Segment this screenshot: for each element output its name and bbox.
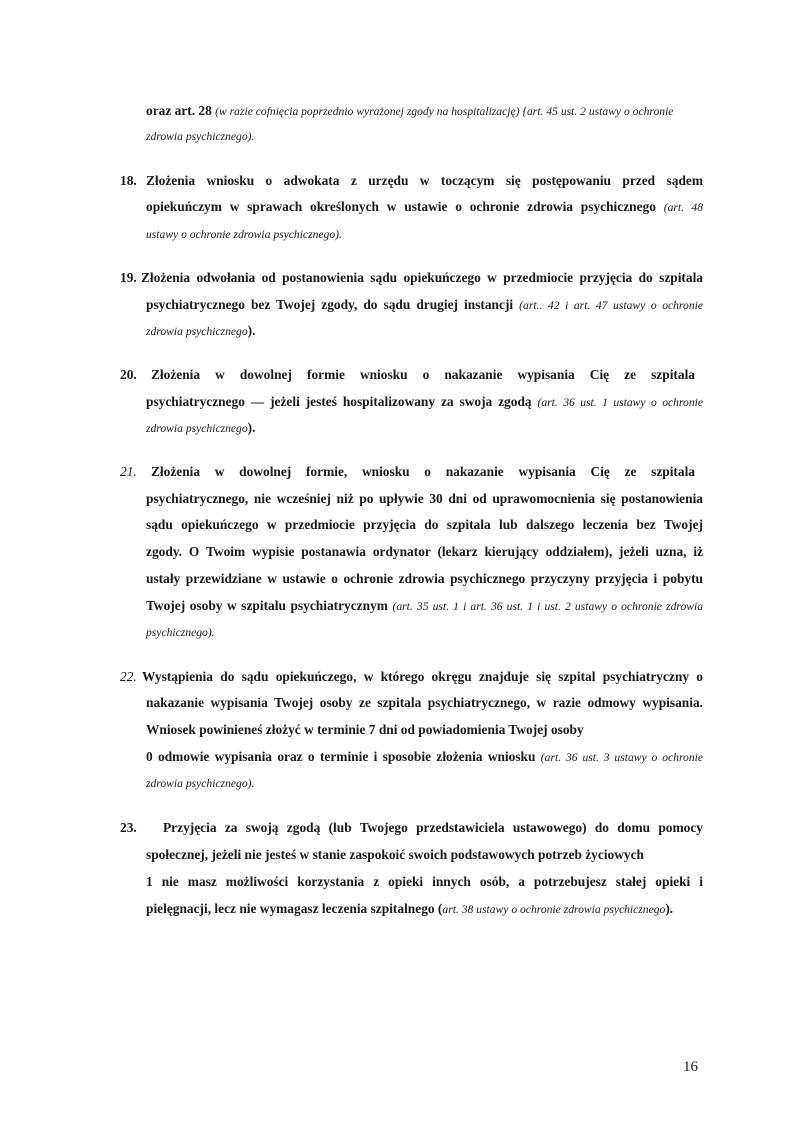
item-22-line-3: Wniosek powinieneś złożyć w terminie 7 dni od powiadomienia Twojej osoby [146, 722, 584, 737]
item-18-citation: (art. 48 [663, 201, 703, 214]
item-21-citation: (art. 35 ust. 1 i art. 36 ust. 1 i ust. 2 ustawy o ochronie zdrowia [392, 600, 703, 613]
item-19-citation: (art.. 42 i art. 47 ustawy o ochronie [519, 299, 703, 312]
item-20-closing: ). [247, 420, 256, 435]
item-21-number: 21. [120, 464, 137, 479]
item-22-number: 22. [120, 669, 137, 684]
item-22-line-4 [146, 748, 703, 767]
item-17-continuation-line-2 [146, 127, 254, 146]
item-22-citation: (art. 36 ust. 3 ustawy o ochronie [540, 751, 703, 764]
item-19-citation-end: zdrowia psychicznego [146, 325, 248, 338]
item-20-line-1: Złożenia w dowolnej formie wniosku o nakazanie wypisania Cię ze szpitala [151, 367, 695, 382]
item-18-number: 18. [120, 173, 137, 188]
item-23-text: pielęgnacji, lecz nie wymagasz leczenia szpitalnego ( [146, 901, 443, 916]
item-23-line-4 [146, 900, 673, 919]
item-18-line-3 [146, 225, 342, 244]
item-21-line-3: sądu opiekuńczego w przedmiocie przyjęcia do szpitala lub dalszego leczenia bez Twojej [146, 517, 703, 532]
item-17-continuation-line-1 [146, 102, 673, 121]
item-19-line-3 [146, 322, 255, 341]
item-20-line-2 [146, 393, 703, 412]
item-23-line-1: Przyjęcia za swoją zgodą (lub Twojego przedstawiciela ustawowego) do domu pomocy [163, 820, 703, 835]
item-19-text: psychiatrycznego bez Twojej zgody, do sądu drugiej instancji [146, 297, 520, 312]
item-17-text: oraz art. 28 [146, 103, 216, 118]
item-19-line-1: Złożenia odwołania od postanowienia sądu opiekuńczego w przedmiocie przyjęcia do szpitala [141, 270, 703, 285]
item-19-number: 19. [120, 270, 137, 285]
item-22-line-1: Wystąpienia do sądu opiekuńczego, w którego okręgu znajduje się szpital psychiatryczny o [142, 669, 703, 684]
item-22-citation-end: zdrowia psychicznego). [146, 777, 255, 790]
item-18-citation-end: ustawy o ochronie zdrowia psychicznego). [146, 228, 342, 241]
item-23-line-3: 1 nie masz możliwości korzystania z opieki innych osób, a potrzebujesz stałej opieki i [146, 874, 703, 889]
item-23-citation: art. 38 ustawy o ochronie zdrowia psychicznego [442, 903, 666, 916]
item-20-text: psychiatrycznego — jeżeli jesteś hospitalizowany za swoja zgodą [146, 394, 538, 409]
item-22-line-2: nakazanie wypisania Twojej osoby ze szpitala psychiatrycznego, w razie odmowy wypisania. [146, 695, 703, 710]
item-17-citation: (w razie cofnięcia poprzednio wyrażonej zgody na hospitalizację) {art. 45 ust. 2 ustawy o ochronie [215, 105, 674, 118]
item-20-citation: (art. 36 ust. 1 ustawy o ochronie [537, 396, 703, 409]
item-18-line-1: Złożenia wniosku o adwokata z urzędu w toczącym się postępowaniu przed sądem [146, 173, 703, 188]
item-18-text: opiekuńczym w sprawach określonych w ustawie o ochronie zdrowia psychicznego [146, 199, 664, 214]
item-21-line-2: psychiatrycznego, nie wcześniej niż po upływie 30 dni od uprawomocnienia się postanowienia [146, 491, 703, 506]
item-23-closing: ). [665, 901, 674, 916]
item-21-line-5: ustały przewidziane w ustawie o ochronie zdrowia psychicznego przyczyny przyjęcia i pobytu [146, 571, 703, 586]
page-number: 16 [683, 1059, 698, 1075]
item-19-line-2 [146, 296, 703, 315]
item-21-line-4: zgody. O Twoim wypisie postanawia ordynator (lekarz kierujący oddziałem), jeżeli uzna, iż [146, 544, 703, 559]
item-21-citation-end: psychicznego). [146, 626, 215, 639]
item-23-line-2: społecznej, jeżeli nie jesteś w stanie zaspokoić swoich podstawowych potrzeb życiowych [146, 847, 644, 862]
item-19-closing: ). [247, 323, 256, 338]
item-21-line-6 [146, 597, 703, 616]
item-20-citation-end: zdrowia psychicznego [146, 422, 248, 435]
item-21-line-7 [146, 623, 215, 642]
item-17-citation-end: zdrowia psychicznego). [146, 130, 255, 143]
item-20-line-3 [146, 419, 255, 438]
item-22-text: 0 odmowie wypisania oraz o terminie i sposobie złożenia wniosku [146, 749, 541, 764]
item-21-text: Twojej osoby w szpitalu psychiatrycznym [146, 598, 393, 613]
item-22-line-5 [146, 774, 254, 793]
item-18-line-2 [146, 198, 703, 217]
item-20-number: 20. [120, 367, 137, 382]
item-21-line-1: Złożenia w dowolnej formie, wniosku o nakazanie wypisania Cię ze szpitala [151, 464, 695, 479]
item-23-number: 23. [120, 820, 137, 835]
